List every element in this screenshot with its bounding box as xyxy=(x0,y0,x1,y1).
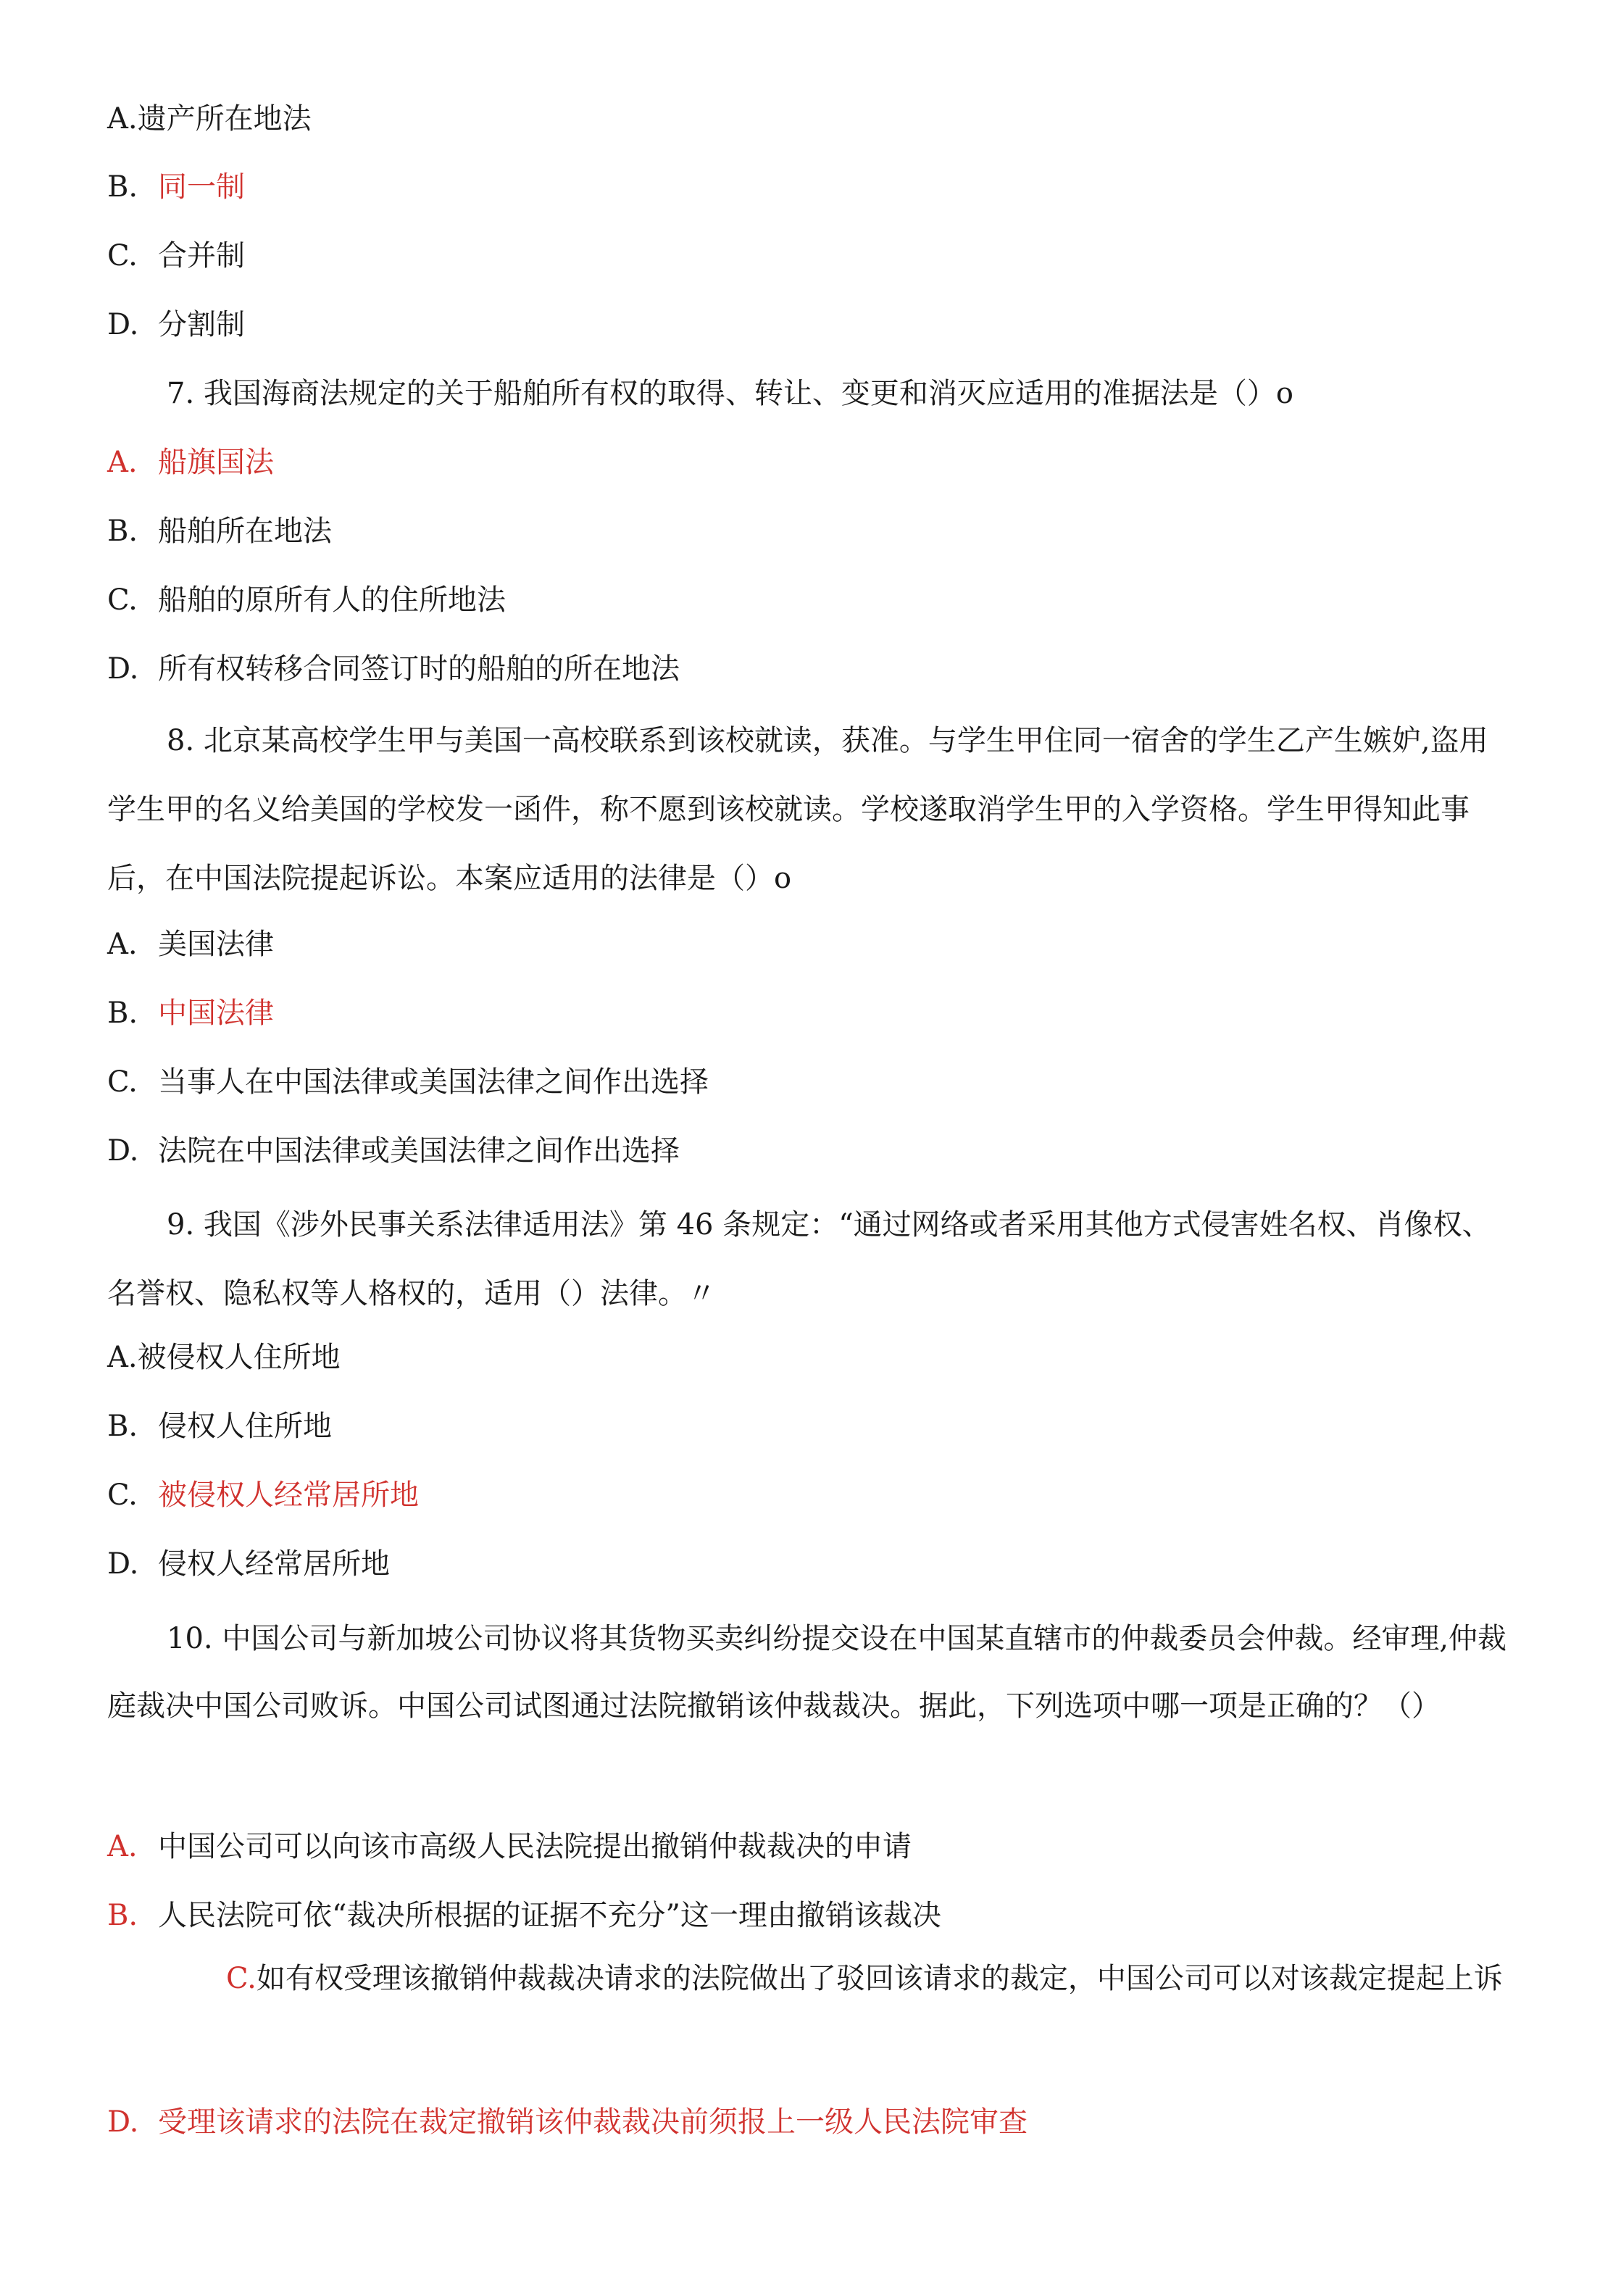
q9-option-d: D. 侵权人经常居所地 xyxy=(107,1547,390,1581)
q10-option-a: A. 中国公司可以向该市高级人民法院提出撤销仲裁裁决的申请 xyxy=(107,1830,912,1863)
q8-option-c: C. 当事人在中国法律或美国法律之间作出选择 xyxy=(107,1065,709,1099)
q6-option-d: D. 分割制 xyxy=(107,308,245,341)
q7-stem: 7. 我国海商法规定的关于船舶所有权的取得、转让、变更和消灭应适用的准据法是（）o xyxy=(167,377,1293,410)
q10-option-d: D. 受理该请求的法院在裁定撤销该仲裁裁决前须报上一级人民法院审查 xyxy=(107,2105,1028,2139)
q6-option-b: B. 同一制 xyxy=(107,170,245,204)
q7-option-a: A. 船旗国法 xyxy=(107,446,274,479)
q9-stem: 9. 我国《涉外民事关系法律适用法》第 46 条规定：“通过网络或者采用其他方式侵害姓名权、肖像权、名誉权、隐私权等人格权的，适用（）法律。〃 xyxy=(107,1208,1491,1310)
q9-option-b: B. 侵权人住所地 xyxy=(107,1410,332,1443)
q10-option-c: C.如有权受理该撤销仲裁裁决请求的法院做出了驳回该请求的裁定，中国公司可以对该裁定提起上诉 xyxy=(226,1962,1503,1995)
q6-option-a: A.遗产所在地法 xyxy=(107,102,312,136)
q8-stem: 8. 北京某高校学生甲与美国一高校联系到该校就读，获准。与学生甲住同一宿舍的学生乙产生嫉妒,盗用学生甲的名义给美国的学校发一函件，称不愿到该校就读。学校遂取消学生甲的入学资格。学生甲得知此事后，在中国法院提起诉讼。本案应适用的法律是（）o xyxy=(107,724,1488,895)
q7-option-b: B. 船舶所在地法 xyxy=(107,515,332,548)
q8-option-b: B. 中国法律 xyxy=(107,997,274,1030)
q6-option-c: C. 合并制 xyxy=(107,239,245,273)
q8-option-d: D. 法院在中国法律或美国法律之间作出选择 xyxy=(107,1134,680,1168)
q7-option-c: C. 船舶的原所有人的住所地法 xyxy=(107,583,506,617)
q7-option-d: D. 所有权转移合同签订时的船舶的所在地法 xyxy=(107,652,680,686)
q8-option-a: A. 美国法律 xyxy=(107,928,274,961)
q10-option-b: B. 人民法院可依“裁决所根据的证据不充分”这一理由撤销该裁决 xyxy=(107,1899,941,1932)
q10-stem: 10. 中国公司与新加坡公司协议将其货物买卖纠纷提交设在中国某直辖市的仲裁委员会仲裁。经审理,仲裁庭裁决中国公司败诉。中国公司试图通过法院撤销该仲裁裁决。据此，下列选项中哪一项是正确的？（） xyxy=(107,1622,1507,1723)
q9-option-a: A.被侵权人住所地 xyxy=(107,1341,341,1374)
q9-option-c: C. 被侵权人经常居所地 xyxy=(107,1478,419,1512)
